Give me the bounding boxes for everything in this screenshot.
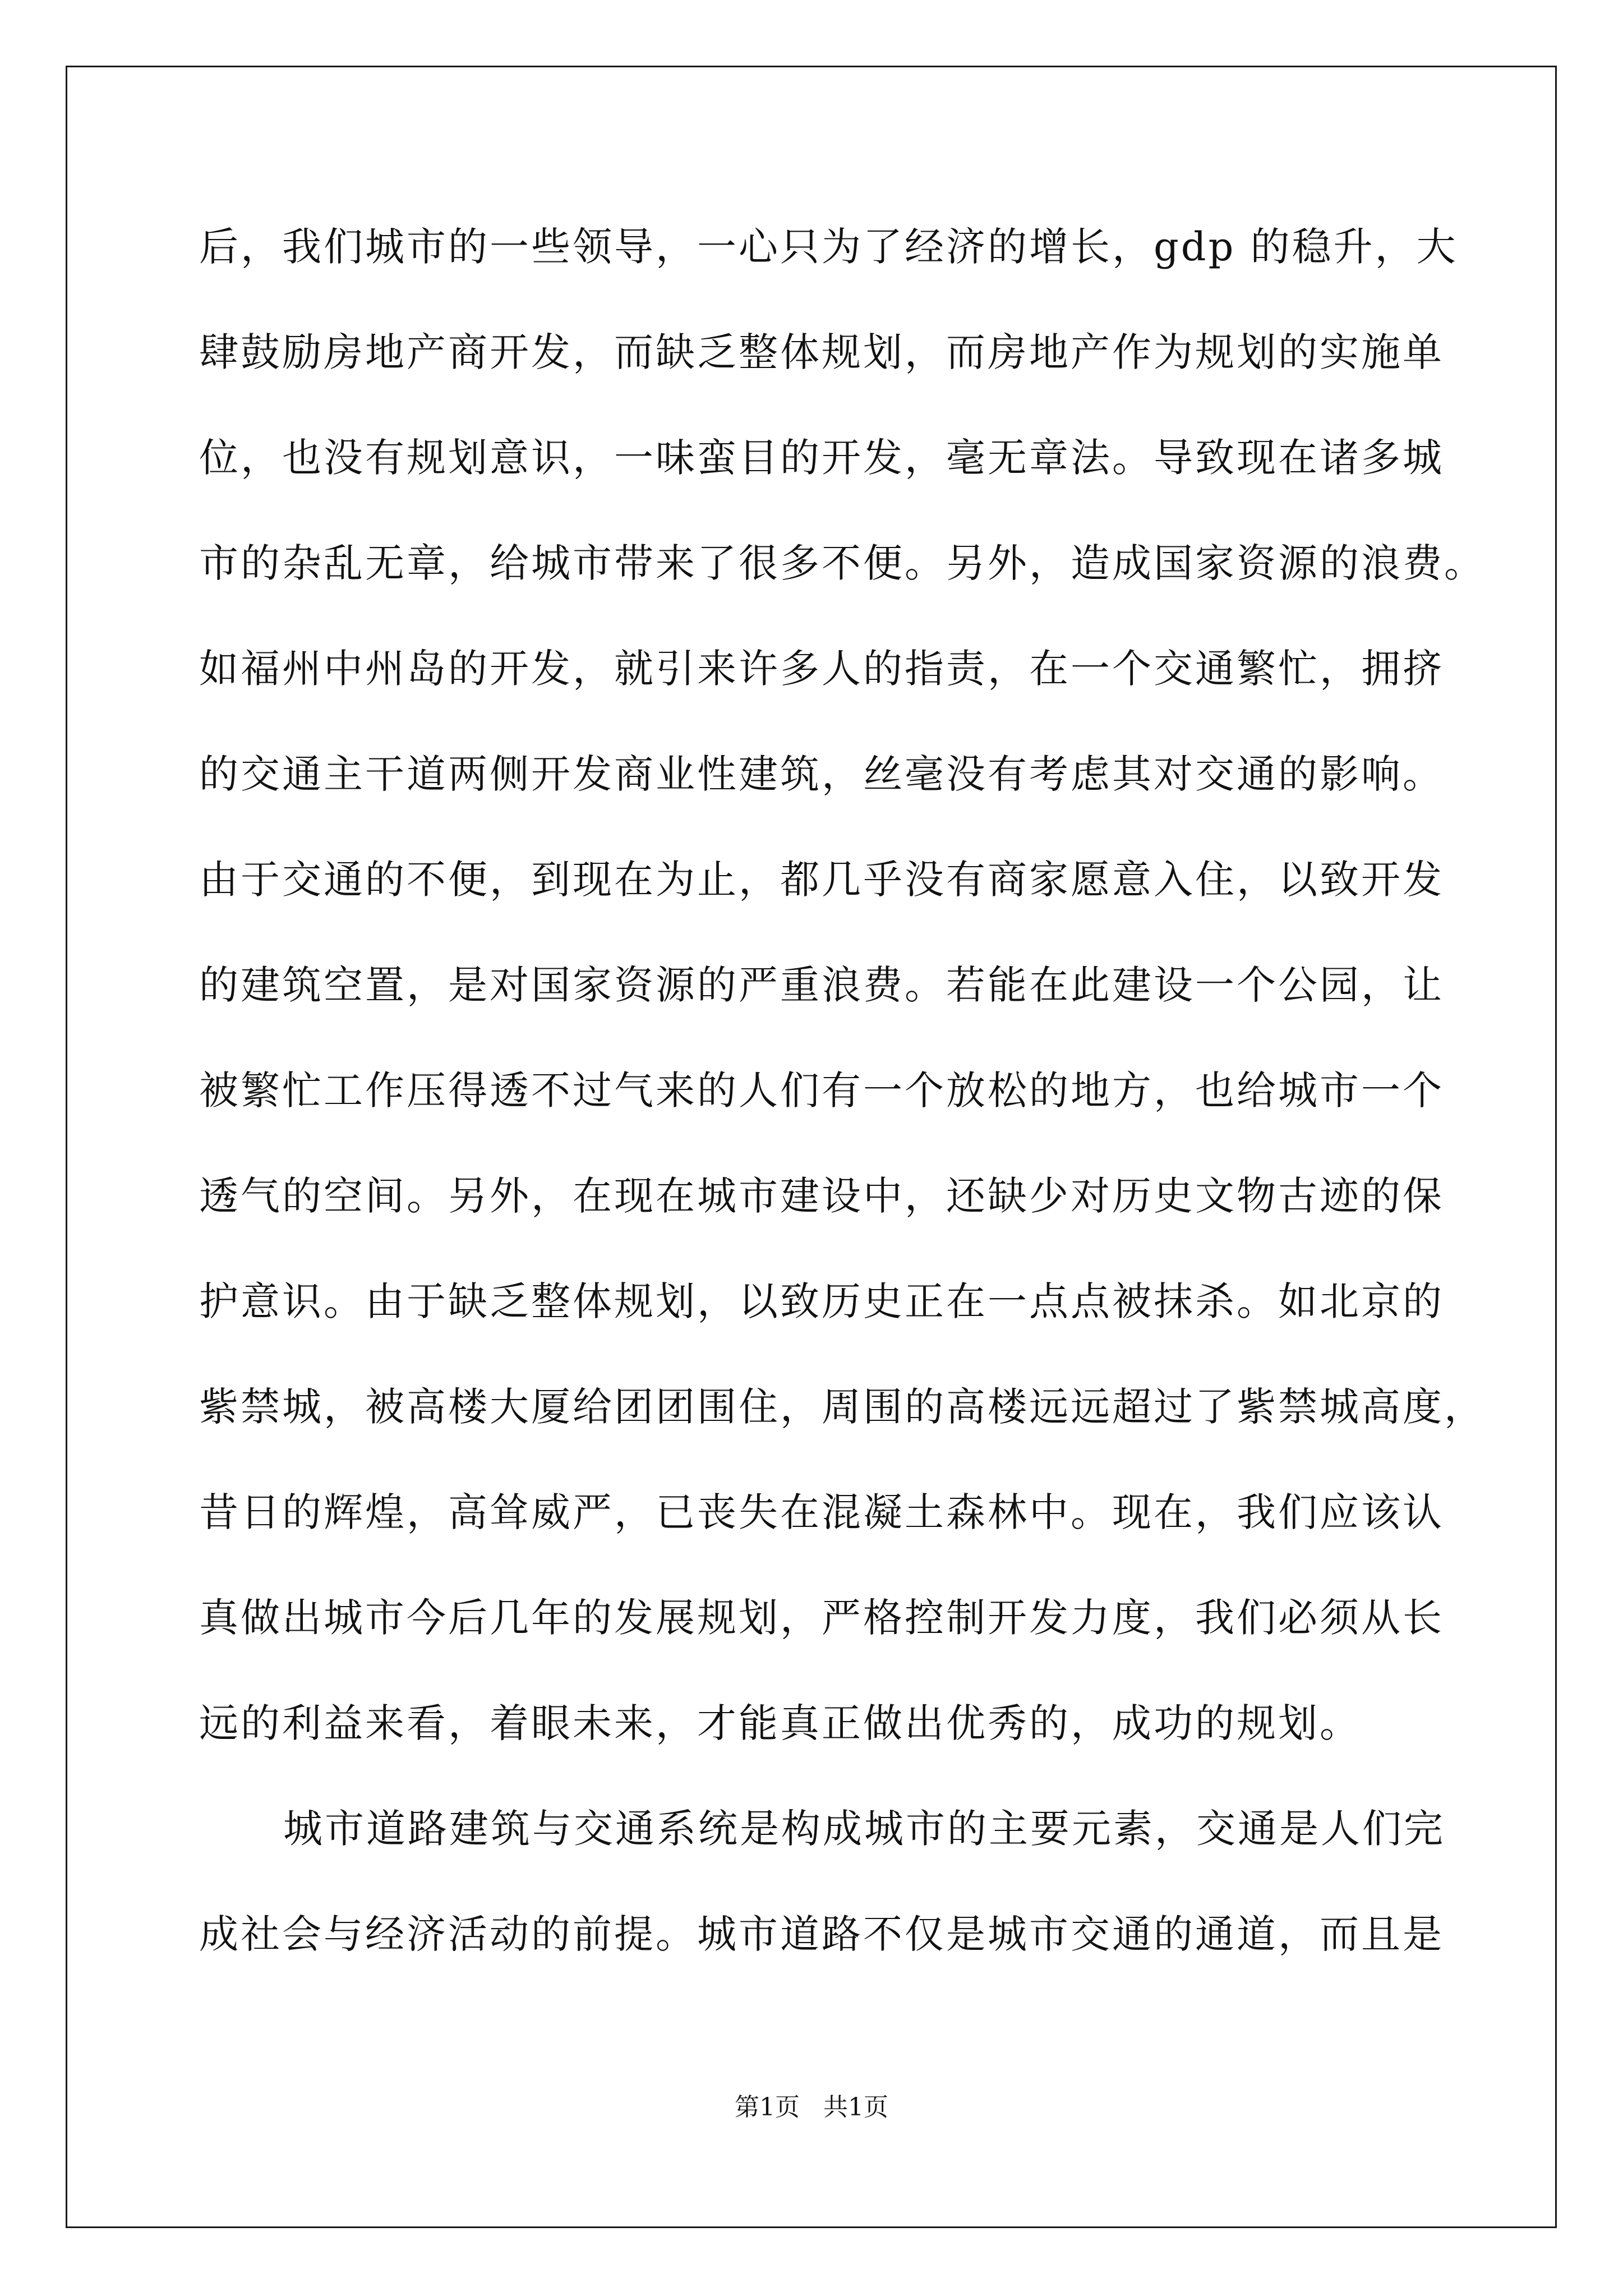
text-line: 被繁忙工作压得透不过气来的人们有一个放松的地方，也给城市一个 xyxy=(199,1068,1444,1114)
text-line: 紫禁城，被高楼大厦给团团围住，周围的高楼远远超过了紫禁城高度， xyxy=(199,1384,1486,1430)
text-line: 真做出城市今后几年的发展规划，严格控制开发力度，我们必须从长 xyxy=(199,1595,1444,1641)
text-line: 肆鼓励房地产商开发，而缺乏整体规划，而房地产作为规划的实施单 xyxy=(199,329,1444,375)
paragraph-start-line: 城市道路建筑与交通系统是构成城市的主要元素，交通是人们完 xyxy=(283,1806,1445,1852)
text-line: 的建筑空置，是对国家资源的严重浪费。若能在此建设一个公园，让 xyxy=(199,962,1444,1008)
text-line: 透气的空间。另外，在现在城市建设中，还缺少对历史文物古迹的保 xyxy=(199,1173,1444,1219)
text-line: 的交通主干道两侧开发商业性建筑，丝毫没有考虑其对交通的影响。 xyxy=(199,751,1444,797)
text-line: 远的利益来看，着眼未来，才能真正做出优秀的，成功的规划。 xyxy=(199,1700,1361,1746)
text-line: 成社会与经济活动的前提。城市道路不仅是城市交通的通道，而且是 xyxy=(199,1911,1444,1957)
text-line: 护意识。由于缺乏整体规划，以致历史正在一点点被抹杀。如北京的 xyxy=(199,1278,1444,1324)
text-line: 由于交通的不便，到现在为止，都几乎没有商家愿意入住，以致开发 xyxy=(199,857,1444,903)
page-footer: 第1页 共1页 xyxy=(735,2093,888,2122)
text-line: 后，我们城市的一些领导，一心只为了经济的增长，gdp 的稳升，大 xyxy=(199,224,1458,270)
text-line: 如福州中州岛的开发，就引来许多人的指责，在一个交通繁忙，拥挤 xyxy=(199,646,1444,692)
text-line: 位，也没有规划意识，一味蛮目的开发，毫无章法。导致现在诸多城 xyxy=(199,435,1444,481)
document-body xyxy=(199,222,1486,2014)
text-line: 昔日的辉煌，高耸威严，已丧失在混凝土森林中。现在，我们应该认 xyxy=(199,1489,1444,1535)
text-line: 市的杂乱无章，给城市带来了很多不便。另外，造成国家资源的浪费。 xyxy=(199,540,1486,586)
